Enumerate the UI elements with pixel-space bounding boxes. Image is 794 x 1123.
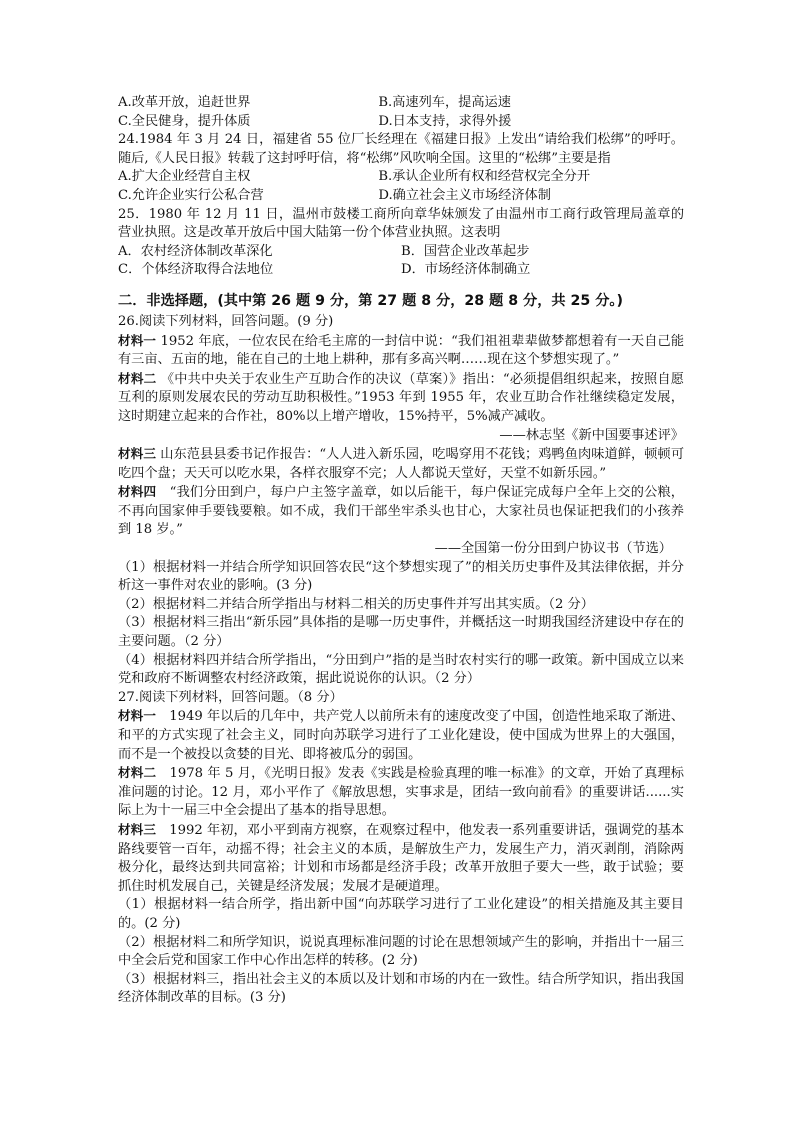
material-text: 山东范县县委书记作报告：“人人进入新乐园，吃喝穿用不花钱；鸡鸭鱼肉味道鲜，顿顿可吃四个盘；天天可以吃水果，各样衣服穿不完；人人都说天堂好，天堂不如新乐园。” bbox=[118, 447, 685, 481]
option-c[interactable]: C.全民健身，提升体质 bbox=[118, 113, 251, 129]
q27-sub-2: （2）根据材料二和所学知识，说说真理标准问题的讨论在思想领域产生的影响，并指出十一届三中全会后党和国家工作中心作出怎样的转移。(2 分) bbox=[118, 934, 684, 969]
option-d[interactable]: D.确立社会主义市场经济体制 bbox=[378, 187, 551, 203]
q25-options-row2 bbox=[118, 261, 684, 280]
option-b[interactable]: B.高速列车，提高运速 bbox=[378, 95, 511, 110]
material-label: 材料二 bbox=[118, 765, 157, 781]
q26-material-1 bbox=[118, 332, 684, 370]
material-text: “我们分田到户，每户户主签字盖章，如以后能干，每户保证完成每户全年上交的公粮，不再向国家伸手要钱要粮。如不成，我们干部坐牢杀头也甘心，大家社员也保证把我们的小孩养到 18 岁。” bbox=[118, 485, 684, 538]
q23-options-row2 bbox=[118, 113, 684, 132]
q26-sub-1: （1）根据材料一并结合所学知识回答农民“这个梦想实现了”的相关历史事件及其法律依据，并分析这一事件对农业的影响。(3 分) bbox=[118, 559, 684, 594]
q26-material-2-source: ——林志坚《新中国要事述评》 bbox=[499, 427, 684, 443]
option-d[interactable]: D．市场经济体制确立 bbox=[401, 262, 531, 278]
material-label: 材料四 bbox=[118, 484, 157, 500]
exam-page bbox=[118, 94, 684, 1008]
q25-options-row1 bbox=[118, 243, 684, 262]
material-label: 材料三 bbox=[118, 821, 156, 837]
option-a[interactable]: A.扩大企业经营自主权 bbox=[118, 169, 251, 185]
q26-material-3 bbox=[118, 445, 684, 483]
q27-material-2 bbox=[118, 764, 684, 821]
q26-material-4 bbox=[118, 483, 684, 540]
material-label: 材料三 bbox=[118, 446, 156, 462]
q26-material-2 bbox=[118, 370, 684, 427]
option-c[interactable]: C.允许企业实行公私合营 bbox=[118, 187, 264, 203]
option-a[interactable]: A．农村经济体制改革深化 bbox=[118, 243, 273, 259]
q27-material-3 bbox=[118, 821, 684, 896]
option-d[interactable]: D.日本支持，求得外援 bbox=[378, 113, 512, 129]
q24-options-row2 bbox=[118, 187, 684, 206]
q26-intro: 26.阅读下列材料，回答问题。(9 分) bbox=[118, 313, 334, 329]
q26-sub-2: （2）根据材料二并结合所学指出与材料二相关的历史事件并写出其实质。（2 分） bbox=[118, 596, 594, 612]
material-text: 1992 年初，邓小平到南方视察，在观察过程中，他发表一系列重要讲话，强调党的基本路线要管一百年，动摇不得；社会主义的本质，是解放生产力，发展生产力，消灭剥削，消除两极分化，最终达到共同富裕；计划和市场都是经济手段；改革开放胆子要大一些，敢于试验；要抓住时机发展自己，关键是经济发展；发展才是硬道理。 bbox=[118, 822, 685, 894]
option-b[interactable]: B.承认企业所有权和经营权完全分开 bbox=[378, 169, 591, 185]
material-label: 材料一 bbox=[118, 708, 156, 724]
material-text: 《中共中央关于农业生产互助合作的决议（草案）》指出：“必须提倡组织起来，按照自愿互利的原则发展农民的劳动互助积极性。”1953 年到 1955 年，农业互助合作社继续稳定发展，这时期建立起来的合作社，80%以上增产增收，15%持平，5%减产减收。 bbox=[118, 371, 684, 424]
q27-sub-3: （3）根据材料三，指出社会主义的本质以及计划和市场的内在一致性。结合所学知识，指出我国经济体制改革的目标。(3 分) bbox=[118, 971, 684, 1006]
material-text: 1949 年以后的几年中，共产党人以前所未有的速度改变了中国，创造性地采取了渐进、和平的方式实现了社会主义，同时向苏联学习进行了工业化建设，使中国成为世界上的大强国，而不是一个被投以贪婪的目光、即将被瓜分的弱国。 bbox=[118, 709, 685, 762]
material-label: 材料二 bbox=[118, 370, 157, 386]
q24-options-row1 bbox=[118, 168, 684, 187]
q23-options-row1 bbox=[118, 94, 684, 113]
q26-sub-4: （4）根据材料四并结合所学指出，“分田到户”指的是当时农村实行的哪一政策。新中国成立以来党和政府不断调整农村经济政策，据此说说你的认识。（2 分） bbox=[118, 652, 684, 687]
material-text: 1952 年底，一位农民在给毛主席的一封信中说：“我们祖祖辈辈做梦都想着有一天自己能有三亩、五亩的地，能在自己的土地上耕种，那有多高兴啊……现在这个梦想实现了。” bbox=[118, 333, 685, 368]
option-b[interactable]: B．国营企业改革起步 bbox=[401, 243, 530, 259]
option-a[interactable]: A.改革开放，追赶世界 bbox=[118, 95, 251, 110]
q27-material-1 bbox=[118, 707, 684, 764]
section-2-title: 二．非选择题，(其中第 26 题 9 分，第 27 题 8 分，28 题 8 分，共 25 分。) bbox=[118, 292, 623, 309]
material-text: 1978 年 5 月，《光明日报》发表《实践是检验真理的唯一标准》的文章，开始了真理标准问题的讨论。12 月，邓小平作了《解放思想，实事求是，团结一致向前看》的重要讲话......实际上为十一届三中全会提出了基本的指导思想。 bbox=[118, 766, 684, 819]
q24-stem: 24.1984 年 3 月 24 日，福建省 55 位厂长经理在《福建日报》上发出“请给我们松绑”的呼吁。随后,《人民日报》转载了这封呼吁信，将“松绑”风吹响全国。这里的“松绑”主要是指 bbox=[118, 132, 684, 166]
option-c[interactable]: C．个体经济取得合法地位 bbox=[118, 262, 274, 278]
q27-intro: 27.阅读下列材料，回答问题。（8 分） bbox=[118, 689, 343, 705]
q25-stem: 25．1980 年 12 月 11 日，温州市鼓楼工商所向章华妹颁发了由温州市工商行政管理局盖章的营业执照。这是改革开放后中国大陆第一份个体营业执照。这表明 bbox=[118, 206, 685, 241]
q26-sub-3: （3）根据材料三指出“新乐园”具体指的是哪一历史事件，并概括这一时期我国经济建设中存在的主要问题。（2 分） bbox=[118, 615, 684, 650]
q26-material-4-source: ——全国第一份分田到户协议书（节选） bbox=[434, 541, 672, 557]
material-label: 材料一 bbox=[118, 332, 157, 348]
q27-sub-1: （1）根据材料一结合所学，指出新中国“向苏联学习进行了工业化建设”的相关措施及其主要目的。(2 分) bbox=[118, 897, 684, 931]
